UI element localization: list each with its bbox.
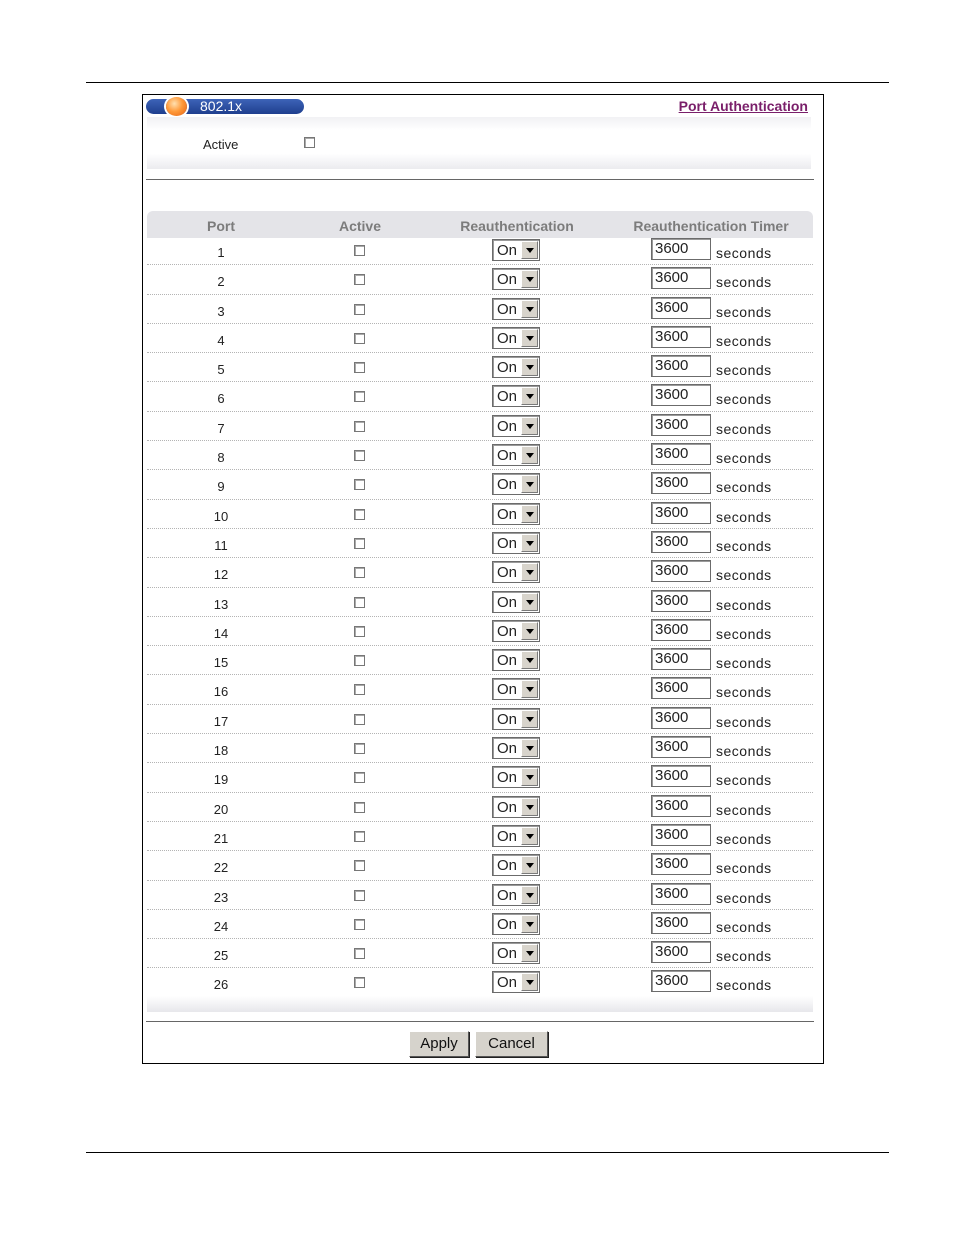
reauthentication-timer-input[interactable]: 3600	[651, 648, 711, 670]
reauthentication-value: On	[497, 681, 518, 699]
reauthentication-timer-input[interactable]: 3600	[651, 267, 711, 289]
port-number: 24	[213, 918, 229, 934]
reauthentication-select[interactable]	[492, 473, 540, 495]
reauthentication-timer-input[interactable]: 3600	[651, 883, 711, 905]
port-number: 8	[217, 450, 225, 466]
port-number: 19	[213, 772, 229, 788]
table-footer	[147, 996, 813, 1012]
reauthentication-select[interactable]	[492, 503, 540, 525]
port-authentication-panel	[142, 94, 824, 1064]
chevron-down-icon[interactable]	[521, 593, 538, 611]
reauthentication-value: On	[497, 886, 518, 904]
divider	[146, 179, 814, 180]
port-number: 17	[213, 713, 229, 729]
timer-unit-label: seconds	[716, 948, 772, 965]
timer-unit-label: seconds	[716, 772, 772, 789]
chevron-down-icon[interactable]	[521, 241, 538, 259]
timer-unit-label: seconds	[716, 274, 772, 291]
reauthentication-select[interactable]	[492, 971, 540, 993]
section-title-bar	[146, 99, 304, 114]
table-row	[147, 295, 813, 324]
reauthentication-value: On	[497, 329, 518, 347]
port-active-checkbox[interactable]	[354, 977, 365, 988]
reauthentication-select[interactable]	[492, 942, 540, 964]
port-active-checkbox[interactable]	[354, 919, 365, 930]
table-row	[147, 588, 813, 617]
reauthentication-select[interactable]	[492, 708, 540, 730]
port-active-checkbox[interactable]	[354, 772, 365, 783]
chevron-down-icon[interactable]	[521, 387, 538, 405]
table-header	[147, 211, 813, 238]
reauthentication-timer-input[interactable]: 3600	[651, 297, 711, 319]
chevron-down-icon[interactable]	[521, 446, 538, 464]
reauthentication-value: On	[497, 476, 518, 494]
table-row	[147, 822, 813, 851]
timer-unit-label: seconds	[716, 391, 772, 408]
chevron-down-icon[interactable]	[521, 270, 538, 288]
chevron-down-icon[interactable]	[521, 915, 538, 933]
port-active-checkbox[interactable]	[354, 890, 365, 901]
chevron-down-icon[interactable]	[521, 505, 538, 523]
reauthentication-select[interactable]	[492, 678, 540, 700]
port-number: 13	[213, 596, 229, 612]
timer-unit-label: seconds	[716, 332, 772, 349]
port-active-checkbox[interactable]	[354, 362, 365, 373]
reauthentication-timer-input[interactable]: 3600	[651, 355, 711, 377]
port-number: 2	[217, 274, 225, 290]
reauthentication-select[interactable]	[492, 327, 540, 349]
reauthentication-value: On	[497, 945, 518, 963]
port-authentication-link[interactable]: Port Authentication	[678, 98, 808, 114]
reauthentication-select[interactable]	[492, 239, 540, 261]
reauthentication-timer-input[interactable]: 3600	[651, 472, 711, 494]
reauthentication-value: On	[497, 593, 518, 611]
reauthentication-select[interactable]	[492, 415, 540, 437]
reauthentication-value: On	[497, 652, 518, 670]
timer-unit-label: seconds	[716, 860, 772, 877]
port-table-body	[147, 236, 813, 998]
reauthentication-select[interactable]	[492, 591, 540, 613]
port-active-checkbox[interactable]	[354, 391, 365, 402]
timer-unit-label: seconds	[716, 889, 772, 906]
table-row	[147, 646, 813, 675]
port-active-checkbox[interactable]	[354, 626, 365, 637]
page-bottom-rule	[86, 1152, 889, 1153]
reauthentication-timer-input[interactable]: 3600	[651, 560, 711, 582]
port-number: 7	[217, 420, 225, 436]
reauthentication-value: On	[497, 710, 518, 728]
chevron-down-icon[interactable]	[521, 739, 538, 757]
reauthentication-value: On	[497, 857, 518, 875]
table-row	[147, 441, 813, 470]
table-row	[147, 529, 813, 558]
port-active-checkbox[interactable]	[354, 479, 365, 490]
reauthentication-timer-input[interactable]: 3600	[651, 853, 711, 875]
timer-unit-label: seconds	[716, 508, 772, 525]
table-row	[147, 881, 813, 910]
chevron-down-icon[interactable]	[521, 710, 538, 728]
port-active-checkbox[interactable]	[354, 831, 365, 842]
reauthentication-timer-input[interactable]: 3600	[651, 619, 711, 641]
reauthentication-select[interactable]	[492, 620, 540, 642]
reauthentication-select[interactable]	[492, 796, 540, 818]
port-active-checkbox[interactable]	[354, 333, 365, 344]
timer-unit-label: seconds	[716, 420, 772, 437]
reauthentication-value: On	[497, 417, 518, 435]
timer-unit-label: seconds	[716, 977, 772, 994]
port-active-checkbox[interactable]	[354, 304, 365, 315]
port-active-checkbox[interactable]	[354, 567, 365, 578]
table-row	[147, 939, 813, 968]
reauthentication-value: On	[497, 534, 518, 552]
reauthentication-timer-input[interactable]: 3600	[651, 824, 711, 846]
reauthentication-value: On	[497, 740, 518, 758]
port-number: 20	[213, 801, 229, 817]
chevron-down-icon[interactable]	[521, 417, 538, 435]
reauthentication-timer-input[interactable]: 3600	[651, 707, 711, 729]
reauthentication-value: On	[497, 827, 518, 845]
chevron-down-icon[interactable]	[521, 622, 538, 640]
reauthentication-select[interactable]	[492, 737, 540, 759]
chevron-down-icon[interactable]	[521, 856, 538, 874]
table-row	[147, 793, 813, 822]
table-row	[147, 412, 813, 441]
table-row	[147, 324, 813, 353]
reauthentication-timer-input[interactable]: 3600	[651, 912, 711, 934]
table-row	[147, 265, 813, 294]
port-number: 14	[213, 625, 229, 641]
port-number: 16	[213, 684, 229, 700]
reauthentication-value: On	[497, 564, 518, 582]
reauthentication-timer-input[interactable]: 3600	[651, 414, 711, 436]
reauthentication-select[interactable]	[492, 766, 540, 788]
cancel-button[interactable]: Cancel	[475, 1031, 548, 1057]
chevron-down-icon[interactable]	[521, 300, 538, 318]
table-row	[147, 236, 813, 265]
reauthentication-value: On	[497, 359, 518, 377]
orb-icon	[166, 97, 187, 116]
column-header-port: Port	[207, 218, 235, 234]
section-title: 802.1x	[200, 98, 243, 114]
port-number: 18	[213, 743, 229, 759]
port-active-checkbox[interactable]	[354, 684, 365, 695]
reauthentication-select[interactable]	[492, 385, 540, 407]
timer-unit-label: seconds	[716, 743, 772, 760]
reauthentication-timer-input[interactable]: 3600	[651, 677, 711, 699]
reauthentication-timer-input[interactable]: 3600	[651, 502, 711, 524]
reauthentication-select[interactable]	[492, 825, 540, 847]
port-active-checkbox[interactable]	[354, 743, 365, 754]
port-number: 11	[214, 537, 228, 553]
reauthentication-value: On	[497, 447, 518, 465]
port-active-checkbox[interactable]	[354, 655, 365, 666]
active-label: Active	[203, 137, 239, 152]
chevron-down-icon[interactable]	[521, 563, 538, 581]
timer-unit-label: seconds	[716, 479, 772, 496]
port-number: 6	[217, 391, 225, 407]
reauthentication-value: On	[497, 974, 518, 992]
port-number: 9	[217, 479, 225, 495]
timer-unit-label: seconds	[716, 655, 772, 672]
page-top-rule	[86, 82, 889, 83]
port-active-checkbox[interactable]	[354, 948, 365, 959]
reauthentication-timer-input[interactable]: 3600	[651, 531, 711, 553]
port-number: 26	[213, 977, 229, 993]
chevron-down-icon[interactable]	[521, 358, 538, 376]
table-row	[147, 617, 813, 646]
port-number: 12	[213, 567, 229, 583]
timer-unit-label: seconds	[716, 362, 772, 379]
reauthentication-select[interactable]	[492, 444, 540, 466]
port-active-checkbox[interactable]	[354, 450, 365, 461]
chevron-down-icon[interactable]	[521, 680, 538, 698]
chevron-down-icon[interactable]	[521, 475, 538, 493]
reauthentication-timer-input[interactable]: 3600	[651, 736, 711, 758]
reauthentication-timer-input[interactable]: 3600	[651, 590, 711, 612]
chevron-down-icon[interactable]	[521, 827, 538, 845]
timer-unit-label: seconds	[716, 625, 772, 642]
table-row	[147, 851, 813, 880]
port-active-checkbox[interactable]	[354, 245, 365, 256]
reauthentication-select[interactable]	[492, 561, 540, 583]
timer-unit-label: seconds	[716, 596, 772, 613]
reauthentication-value: On	[497, 300, 518, 318]
table-row	[147, 910, 813, 939]
port-active-checkbox[interactable]	[354, 274, 365, 285]
timer-unit-label: seconds	[716, 713, 772, 730]
reauthentication-value: On	[497, 798, 518, 816]
port-number: 1	[217, 245, 225, 260]
chevron-down-icon[interactable]	[521, 651, 538, 669]
chevron-down-icon[interactable]	[521, 534, 538, 552]
column-header-active: Active	[338, 218, 382, 234]
table-row	[147, 500, 813, 529]
table-row	[147, 705, 813, 734]
port-active-checkbox[interactable]	[354, 714, 365, 725]
port-active-checkbox[interactable]	[354, 538, 365, 549]
reauthentication-value: On	[497, 505, 518, 523]
reauthentication-select[interactable]	[492, 854, 540, 876]
chevron-down-icon[interactable]	[521, 768, 538, 786]
timer-unit-label: seconds	[716, 684, 772, 701]
table-row	[147, 763, 813, 792]
chevron-down-icon[interactable]	[521, 329, 538, 347]
timer-unit-label: seconds	[716, 567, 772, 584]
table-row	[147, 353, 813, 382]
table-row	[147, 675, 813, 704]
reauthentication-value: On	[497, 769, 518, 787]
reauthentication-timer-input[interactable]: 3600	[651, 795, 711, 817]
port-number: 25	[213, 948, 229, 964]
timer-unit-label: seconds	[716, 245, 772, 261]
timer-unit-label: seconds	[716, 918, 772, 935]
column-header-reauthentication-timer: Reauthentication Timer	[633, 218, 789, 234]
reauthentication-value: On	[497, 622, 518, 640]
timer-unit-label: seconds	[716, 450, 772, 467]
reauthentication-timer-input[interactable]: 3600	[651, 238, 711, 260]
reauthentication-select[interactable]	[492, 532, 540, 554]
divider	[146, 1021, 814, 1022]
chevron-down-icon[interactable]	[521, 798, 538, 816]
port-active-checkbox[interactable]	[354, 802, 365, 813]
port-active-checkbox[interactable]	[354, 421, 365, 432]
table-row	[147, 558, 813, 587]
reauthentication-select[interactable]	[492, 884, 540, 906]
reauthentication-timer-input[interactable]: 3600	[651, 443, 711, 465]
port-number: 23	[213, 889, 229, 905]
port-number: 10	[213, 508, 229, 524]
port-number: 5	[217, 362, 225, 378]
timer-unit-label: seconds	[716, 830, 772, 847]
chevron-down-icon[interactable]	[521, 973, 538, 991]
reauthentication-select[interactable]	[492, 356, 540, 378]
timer-unit-label: seconds	[716, 801, 772, 818]
reauthentication-timer-input[interactable]: 3600	[651, 941, 711, 963]
global-active-section	[147, 117, 811, 169]
apply-button[interactable]: Apply	[409, 1031, 469, 1057]
timer-unit-label: seconds	[716, 537, 772, 554]
table-row	[147, 968, 813, 997]
port-active-checkbox[interactable]	[354, 860, 365, 871]
chevron-down-icon[interactable]	[521, 886, 538, 904]
port-number: 15	[213, 655, 229, 671]
port-active-checkbox[interactable]	[354, 597, 365, 608]
column-header-reauthentication: Reauthentication	[460, 218, 574, 234]
port-number: 3	[217, 303, 225, 319]
chevron-down-icon[interactable]	[521, 944, 538, 962]
reauthentication-timer-input[interactable]: 3600	[651, 970, 711, 992]
table-row	[147, 734, 813, 763]
table-row	[147, 382, 813, 411]
timer-unit-label: seconds	[716, 303, 772, 320]
port-number: 21	[213, 830, 229, 846]
reauthentication-timer-input[interactable]: 3600	[651, 326, 711, 348]
reauthentication-select[interactable]	[492, 649, 540, 671]
reauthentication-value: On	[497, 388, 518, 406]
active-checkbox[interactable]	[304, 137, 315, 148]
port-number: 22	[213, 860, 229, 876]
reauthentication-select[interactable]	[492, 298, 540, 320]
reauthentication-value: On	[497, 271, 518, 289]
reauthentication-timer-input[interactable]: 3600	[651, 384, 711, 406]
reauthentication-select[interactable]	[492, 913, 540, 935]
reauthentication-timer-input[interactable]: 3600	[651, 765, 711, 787]
reauthentication-value: On	[497, 915, 518, 933]
reauthentication-select[interactable]	[492, 268, 540, 290]
table-row	[147, 470, 813, 499]
port-number: 4	[217, 332, 225, 348]
port-active-checkbox[interactable]	[354, 509, 365, 520]
reauthentication-value: On	[497, 242, 518, 259]
